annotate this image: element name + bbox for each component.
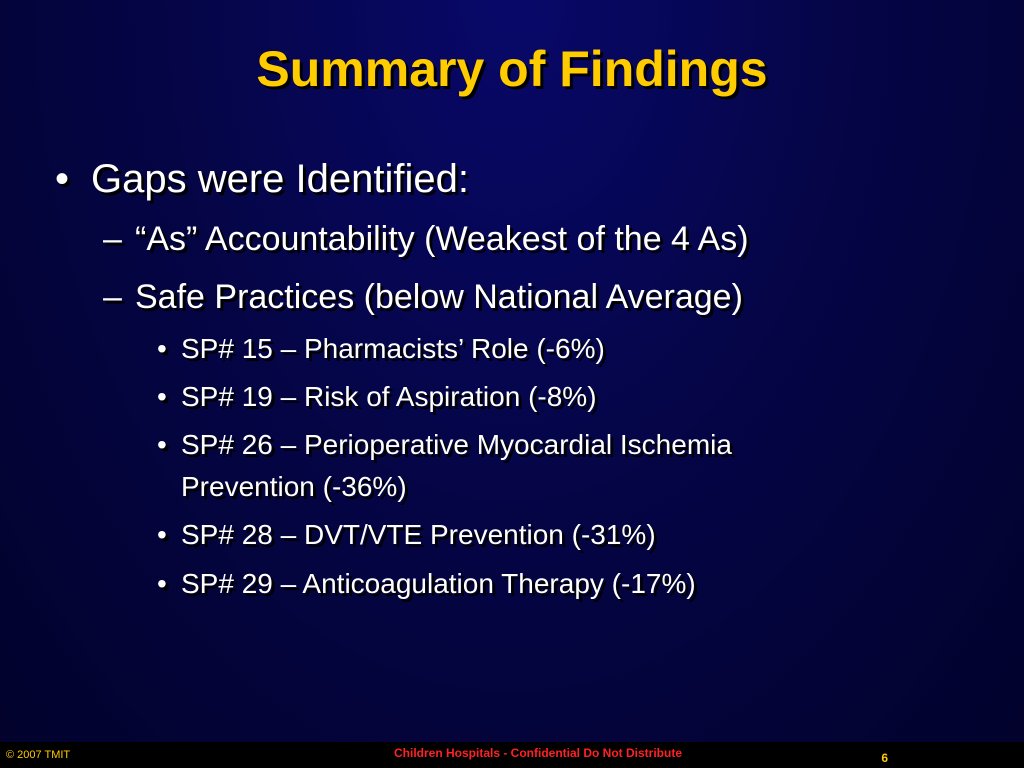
- sub-bullet-text: “As” Accountability (Weakest of the 4 As): [135, 220, 749, 258]
- bullet-marker: •: [55, 157, 70, 201]
- page-number: 6: [881, 751, 888, 765]
- sp-bullet-marker: •: [157, 568, 167, 599]
- sub-bullet-marker: –: [103, 278, 122, 316]
- sp-bullet-marker: •: [157, 333, 167, 364]
- sp-item-text: SP# 29 – Anticoagulation Therapy (-17%): [181, 568, 696, 599]
- sp-item-text: Prevention (-36%): [181, 471, 407, 502]
- sp-bullet-marker: •: [157, 519, 167, 550]
- sp-bullet-marker: •: [157, 381, 167, 412]
- sp-item-text: SP# 28 – DVT/VTE Prevention (-31%): [181, 519, 656, 550]
- slide-footer: [0, 742, 1024, 768]
- copyright-notice: © 2007 TMIT: [6, 749, 71, 761]
- sp-item-text: SP# 26 – Perioperative Myocardial Ischemia: [181, 429, 732, 460]
- confidential-notice: Children Hospitals - Confidential Do Not Distribute: [394, 746, 682, 760]
- sp-bullet-marker: •: [157, 429, 167, 460]
- sub-bullet-marker: –: [103, 220, 122, 258]
- sub-bullet-text: Safe Practices (below National Average): [135, 278, 743, 316]
- sp-item-text: SP# 19 – Risk of Aspiration (-8%): [181, 381, 597, 412]
- bullet-text: Gaps were Identified:: [91, 157, 469, 201]
- sp-item-text: SP# 15 – Pharmacists’ Role (-6%): [181, 333, 605, 364]
- slide-title: Summary of Findings: [256, 41, 768, 97]
